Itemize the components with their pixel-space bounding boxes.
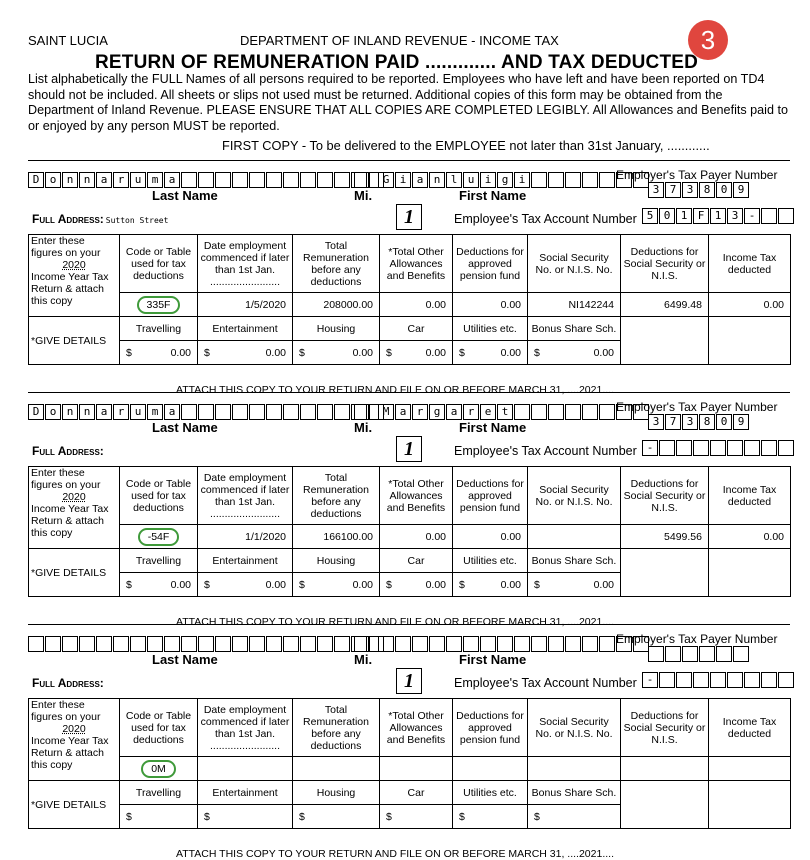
code-cell[interactable] <box>120 525 198 549</box>
first-name-char-box[interactable] <box>497 636 513 652</box>
account-char-box[interactable]: - <box>744 208 760 224</box>
bonus-cell[interactable]: $ 0.00 <box>528 341 621 365</box>
last-name-char-box[interactable] <box>266 172 282 188</box>
last-name-char-box[interactable]: r <box>113 172 129 188</box>
last-name-char-box[interactable]: n <box>62 172 78 188</box>
code-table-header: Code or Table used for tax deductions <box>120 699 198 757</box>
last-name-char-box[interactable]: D <box>28 172 44 188</box>
enter-figures-cell: Enter these figures on your 2020 Income Year Tax Return & attach this copy <box>29 235 120 317</box>
travelling-label: Travelling <box>120 781 198 805</box>
last-name-char-box[interactable] <box>215 636 231 652</box>
housing-label: Housing <box>293 317 380 341</box>
code-value: -54F <box>138 528 180 546</box>
last-name-boxes[interactable] <box>28 636 385 652</box>
income-tax-cell[interactable]: 0.00 <box>709 525 791 549</box>
account-char-box[interactable] <box>778 440 794 456</box>
last-name-char-box[interactable] <box>181 636 197 652</box>
last-name-char-box[interactable] <box>45 636 61 652</box>
employer-tax-label: Employer's Tax Payer Number <box>616 168 778 182</box>
income-tax-header: Income Tax deducted <box>709 235 791 293</box>
account-char-box[interactable] <box>676 672 692 688</box>
last-name-char-box[interactable] <box>215 404 231 420</box>
car-cell[interactable]: $ <box>380 805 453 829</box>
mi-char-box[interactable] <box>354 172 370 188</box>
last-name-char-box[interactable] <box>266 636 282 652</box>
first-name-char-box[interactable] <box>480 636 496 652</box>
account-char-box[interactable] <box>659 672 675 688</box>
enter-figures-cell: Enter these figures on your 2020 Income Year Tax Return & attach this copy <box>29 467 120 549</box>
last-name-char-box[interactable] <box>232 404 248 420</box>
first-name-char-box[interactable] <box>514 636 530 652</box>
employer-tax-char-box[interactable]: 3 <box>648 414 664 430</box>
first-name-char-box[interactable]: a <box>395 404 411 420</box>
first-name-char-box[interactable] <box>599 172 615 188</box>
first-name-char-box[interactable] <box>599 404 615 420</box>
first-name-char-box[interactable] <box>446 636 462 652</box>
account-char-box[interactable] <box>710 440 726 456</box>
employee-account-label: Employee's Tax Account Number <box>454 444 637 458</box>
ss-deduction-cell[interactable]: 5499.56 <box>621 525 709 549</box>
last-name-char-box[interactable] <box>249 404 265 420</box>
account-char-box[interactable] <box>761 440 777 456</box>
account-char-box[interactable] <box>778 208 794 224</box>
employee-record <box>28 624 790 860</box>
utilities-cell[interactable]: $ 0.00 <box>453 573 528 597</box>
employer-tax-char-box[interactable] <box>648 646 664 662</box>
first-name-char-box[interactable] <box>599 636 615 652</box>
account-char-box[interactable] <box>659 440 675 456</box>
account-char-box[interactable] <box>727 440 743 456</box>
employer-tax-label: Employer's Tax Payer Number <box>616 400 778 414</box>
account-char-box[interactable] <box>693 440 709 456</box>
other-allowances-header: *Total Other Allowances and Benefits <box>380 699 453 757</box>
date-header: Date employment commenced if later than 1st Jan. ........................ <box>198 699 293 757</box>
first-name-char-box[interactable] <box>531 404 547 420</box>
account-char-box[interactable]: 3 <box>727 208 743 224</box>
copy-number-box: 1 <box>396 668 422 694</box>
employee-account-label: Employee's Tax Account Number <box>454 212 637 226</box>
give-details-label: *GIVE DETAILS <box>29 781 120 829</box>
date-cell[interactable]: 1/5/2020 <box>198 293 293 317</box>
last-name-char-box[interactable] <box>164 636 180 652</box>
last-name-char-box[interactable]: u <box>130 172 146 188</box>
other-cell[interactable] <box>380 757 453 781</box>
total-remuneration-header: Total Remuneration before any deductions <box>293 699 380 757</box>
full-address[interactable]: Full Address: <box>32 444 104 458</box>
car-label: Car <box>380 549 453 573</box>
employee-account-boxes[interactable] <box>642 440 795 456</box>
pension-header: Deductions for approved pension fund <box>453 467 528 525</box>
code-table-header: Code or Table used for tax deductions <box>120 467 198 525</box>
entertainment-label: Entertainment <box>198 317 293 341</box>
car-label: Car <box>380 317 453 341</box>
first-name-char-box[interactable]: u <box>463 172 479 188</box>
first-name-char-box[interactable]: M <box>378 404 394 420</box>
first-copy-notice: FIRST COPY - To be delivered to the EMPLOYEE not later than 31st January, ............ <box>222 138 710 153</box>
utilities-label: Utilities etc. <box>453 781 528 805</box>
car-label: Car <box>380 781 453 805</box>
travelling-cell[interactable]: $ 0.00 <box>120 573 198 597</box>
account-char-box[interactable]: - <box>642 672 658 688</box>
employer-tax-char-box[interactable]: 7 <box>665 414 681 430</box>
last-name-char-box[interactable] <box>113 636 129 652</box>
pension-cell[interactable]: 0.00 <box>453 293 528 317</box>
last-name-char-box[interactable]: a <box>96 172 112 188</box>
employer-tax-char-box[interactable] <box>665 646 681 662</box>
account-char-box[interactable]: 1 <box>710 208 726 224</box>
first-name-char-box[interactable] <box>429 636 445 652</box>
ss-deductions-header: Deductions for Social Security or N.I.S. <box>621 699 709 757</box>
employer-tax-char-box[interactable]: 3 <box>648 182 664 198</box>
entertainment-cell[interactable]: $ <box>198 805 293 829</box>
employer-tax-char-box[interactable]: 9 <box>733 182 749 198</box>
account-char-box[interactable]: 0 <box>659 208 675 224</box>
bonus-label: Bonus Share Sch. <box>528 781 621 805</box>
last-name-char-box[interactable] <box>266 404 282 420</box>
last-name-char-box[interactable] <box>215 172 231 188</box>
employer-tax-char-box[interactable]: 3 <box>682 182 698 198</box>
employee-record <box>28 160 790 396</box>
remuneration-table <box>28 234 791 365</box>
last-name-char-box[interactable] <box>181 172 197 188</box>
first-name-char-box[interactable]: l <box>446 172 462 188</box>
total-cell[interactable]: 166100.00 <box>293 525 380 549</box>
last-name-char-box[interactable] <box>300 636 316 652</box>
housing-cell[interactable]: $ 0.00 <box>293 341 380 365</box>
utilities-label: Utilities etc. <box>453 317 528 341</box>
first-name-char-box[interactable] <box>582 404 598 420</box>
housing-label: Housing <box>293 781 380 805</box>
first-name-char-box[interactable] <box>531 172 547 188</box>
first-name-char-box[interactable] <box>565 172 581 188</box>
bonus-label: Bonus Share Sch. <box>528 317 621 341</box>
first-name-char-box[interactable]: g <box>429 404 445 420</box>
account-char-box[interactable]: - <box>642 440 658 456</box>
last-name-char-box[interactable]: o <box>45 172 61 188</box>
total-cell[interactable] <box>293 757 380 781</box>
date-cell[interactable] <box>198 757 293 781</box>
total-remuneration-header: Total Remuneration before any deductions <box>293 467 380 525</box>
last-name-char-box[interactable] <box>317 172 333 188</box>
last-name-char-box[interactable] <box>232 636 248 652</box>
employer-tax-char-box[interactable]: 8 <box>699 182 715 198</box>
first-name-char-box[interactable]: i <box>480 172 496 188</box>
employee-account-label: Employee's Tax Account Number <box>454 676 637 690</box>
last-name-char-box[interactable] <box>249 172 265 188</box>
code-value: 0M <box>141 760 176 778</box>
last-name-boxes[interactable] <box>28 404 385 420</box>
first-name-boxes[interactable] <box>378 404 650 420</box>
account-char-box[interactable]: 1 <box>676 208 692 224</box>
employer-tax-boxes[interactable] <box>648 414 750 430</box>
last-name-char-box[interactable]: a <box>164 172 180 188</box>
account-char-box[interactable] <box>710 672 726 688</box>
first-name-char-box[interactable] <box>582 172 598 188</box>
other-allowances-header: *Total Other Allowances and Benefits <box>380 235 453 293</box>
give-details-label: *GIVE DETAILS <box>29 317 120 365</box>
last-name-char-box[interactable] <box>96 636 112 652</box>
travelling-label: Travelling <box>120 317 198 341</box>
form-title: RETURN OF REMUNERATION PAID ............. AND TAX DEDUCTED <box>95 52 699 73</box>
employee-account-boxes[interactable] <box>642 208 795 224</box>
pension-cell[interactable]: 0.00 <box>453 525 528 549</box>
housing-cell[interactable]: $ <box>293 805 380 829</box>
last-name-char-box[interactable] <box>283 172 299 188</box>
utilities-cell[interactable]: $ <box>453 805 528 829</box>
first-name-char-box[interactable] <box>565 404 581 420</box>
first-name-label: First Name <box>459 652 527 667</box>
employer-tax-char-box[interactable]: 0 <box>716 182 732 198</box>
first-name-char-box[interactable] <box>565 636 581 652</box>
last-name-char-box[interactable] <box>283 404 299 420</box>
other-cell[interactable]: 0.00 <box>380 293 453 317</box>
first-name-char-box[interactable] <box>548 404 564 420</box>
bonus-cell[interactable]: $ 0.00 <box>528 573 621 597</box>
first-name-char-box[interactable] <box>378 636 394 652</box>
income-tax-header: Income Tax deducted <box>709 467 791 525</box>
attach-notice: ATTACH THIS COPY TO YOUR RETURN AND FILE ON OR BEFORE MARCH 31, ....2021.... <box>176 384 614 396</box>
code-cell[interactable] <box>120 293 198 317</box>
account-char-box[interactable] <box>778 672 794 688</box>
first-name-char-box[interactable]: i <box>514 172 530 188</box>
last-name-char-box[interactable] <box>334 404 350 420</box>
housing-cell[interactable]: $ 0.00 <box>293 573 380 597</box>
mi-label: Mi. <box>354 420 373 435</box>
account-char-box[interactable] <box>693 672 709 688</box>
last-name-char-box[interactable] <box>334 172 350 188</box>
first-name-char-box[interactable]: a <box>446 404 462 420</box>
total-remuneration-header: Total Remuneration before any deductions <box>293 235 380 293</box>
last-name-boxes[interactable] <box>28 172 385 188</box>
last-name-char-box[interactable] <box>232 172 248 188</box>
mi-char-box[interactable] <box>354 404 370 420</box>
last-name-char-box[interactable]: a <box>96 404 112 420</box>
bonus-label: Bonus Share Sch. <box>528 549 621 573</box>
first-name-char-box[interactable] <box>582 636 598 652</box>
pension-cell[interactable] <box>453 757 528 781</box>
entertainment-label: Entertainment <box>198 781 293 805</box>
income-tax-cell[interactable] <box>709 757 791 781</box>
ss-no-cell[interactable]: NI142244 <box>528 293 621 317</box>
last-name-label: Last Name <box>152 188 218 203</box>
attach-notice: ATTACH THIS COPY TO YOUR RETURN AND FILE ON OR BEFORE MARCH 31, ....2021.... <box>176 848 614 860</box>
department-label: DEPARTMENT OF INLAND REVENUE - INCOME TAX <box>240 33 559 48</box>
employer-tax-char-box[interactable] <box>733 646 749 662</box>
employer-tax-boxes[interactable] <box>648 646 750 662</box>
employer-tax-char-box[interactable] <box>716 646 732 662</box>
last-name-char-box[interactable] <box>300 172 316 188</box>
remuneration-table <box>28 466 791 597</box>
last-name-char-box[interactable]: r <box>113 404 129 420</box>
last-name-char-box[interactable]: n <box>79 404 95 420</box>
employer-tax-char-box[interactable]: 0 <box>716 414 732 430</box>
pension-header: Deductions for approved pension fund <box>453 699 528 757</box>
copy-number-box: 1 <box>396 436 422 462</box>
last-name-char-box[interactable]: m <box>147 172 163 188</box>
entertainment-cell[interactable]: $ 0.00 <box>198 341 293 365</box>
account-char-box[interactable]: F <box>693 208 709 224</box>
country-label: SAINT LUCIA <box>28 33 108 48</box>
last-name-char-box[interactable] <box>198 172 214 188</box>
last-name-char-box[interactable] <box>62 636 78 652</box>
employer-tax-boxes[interactable] <box>648 182 750 198</box>
employer-tax-char-box[interactable] <box>682 646 698 662</box>
last-name-char-box[interactable] <box>283 636 299 652</box>
first-name-char-box[interactable]: t <box>497 404 513 420</box>
address-value: Sutton Street <box>105 216 169 225</box>
mi-label: Mi. <box>354 652 373 667</box>
first-name-char-box[interactable] <box>463 636 479 652</box>
first-name-char-box[interactable]: n <box>429 172 445 188</box>
car-cell[interactable]: $ 0.00 <box>380 341 453 365</box>
account-char-box[interactable] <box>761 672 777 688</box>
last-name-char-box[interactable] <box>317 404 333 420</box>
employer-tax-label: Employer's Tax Payer Number <box>616 632 778 646</box>
code-value: 335F <box>137 296 181 314</box>
last-name-label: Last Name <box>152 420 218 435</box>
last-name-char-box[interactable] <box>181 404 197 420</box>
bonus-cell[interactable]: $ <box>528 805 621 829</box>
first-name-boxes[interactable] <box>378 172 650 188</box>
first-name-boxes[interactable] <box>378 636 650 652</box>
date-cell[interactable]: 1/1/2020 <box>198 525 293 549</box>
middle-initial-boxes[interactable] <box>354 172 371 188</box>
first-name-char-box[interactable]: G <box>378 172 394 188</box>
first-name-char-box[interactable]: i <box>395 172 411 188</box>
first-name-char-box[interactable] <box>531 636 547 652</box>
last-name-char-box[interactable] <box>198 404 214 420</box>
form-instructions: List alphabetically the FULL Names of all persons required to be reported. Employees who have left and have been reported on TD4 should not be included. All sheets or slips not used must be returned. Additional copies of this form may be obtained from the Department of Inland Revenue. PLEASE ENSURE THAT ALL COPIES ARE COMPLETED LEGIBLY. All Allowances and Benefits paid to or enjoyed by any person MUST be reported. <box>28 72 788 133</box>
last-name-label: Last Name <box>152 652 218 667</box>
first-name-label: First Name <box>459 420 527 435</box>
pension-header: Deductions for approved pension fund <box>453 235 528 293</box>
first-name-char-box[interactable]: e <box>480 404 496 420</box>
last-name-char-box[interactable]: m <box>147 404 163 420</box>
last-name-char-box[interactable]: n <box>79 172 95 188</box>
ss-deduction-cell[interactable] <box>621 757 709 781</box>
last-name-char-box[interactable] <box>130 636 146 652</box>
total-cell[interactable]: 208000.00 <box>293 293 380 317</box>
entertainment-label: Entertainment <box>198 549 293 573</box>
last-name-char-box[interactable] <box>249 636 265 652</box>
employer-tax-char-box[interactable]: 3 <box>682 414 698 430</box>
full-address[interactable]: Full Address: <box>32 676 104 690</box>
income-tax-header: Income Tax deducted <box>709 699 791 757</box>
income-tax-cell[interactable]: 0.00 <box>709 293 791 317</box>
account-char-box[interactable] <box>744 440 760 456</box>
ss-deductions-header: Deductions for Social Security or N.I.S. <box>621 235 709 293</box>
first-name-char-box[interactable] <box>548 636 564 652</box>
last-name-char-box[interactable] <box>198 636 214 652</box>
account-char-box[interactable] <box>744 672 760 688</box>
ss-no-cell[interactable] <box>528 757 621 781</box>
last-name-char-box[interactable] <box>317 636 333 652</box>
middle-initial-boxes[interactable] <box>354 404 371 420</box>
last-name-char-box[interactable]: u <box>130 404 146 420</box>
other-allowances-header: *Total Other Allowances and Benefits <box>380 467 453 525</box>
mi-char-box[interactable] <box>354 636 370 652</box>
first-name-char-box[interactable] <box>412 636 428 652</box>
ss-no-cell[interactable] <box>528 525 621 549</box>
employer-tax-char-box[interactable] <box>699 646 715 662</box>
ss-deductions-header: Deductions for Social Security or N.I.S. <box>621 467 709 525</box>
last-name-char-box[interactable]: n <box>62 404 78 420</box>
first-name-char-box[interactable] <box>548 172 564 188</box>
travelling-cell[interactable]: $ 0.00 <box>120 341 198 365</box>
date-header: Date employment commenced if later than 1st Jan. ........................ <box>198 235 293 293</box>
last-name-char-box[interactable]: o <box>45 404 61 420</box>
account-char-box[interactable] <box>761 208 777 224</box>
date-header: Date employment commenced if later than 1st Jan. ........................ <box>198 467 293 525</box>
utilities-cell[interactable]: $ 0.00 <box>453 341 528 365</box>
last-name-char-box[interactable] <box>300 404 316 420</box>
last-name-char-box[interactable] <box>28 636 44 652</box>
code-cell[interactable] <box>120 757 198 781</box>
account-char-box[interactable]: 5 <box>642 208 658 224</box>
enter-figures-cell: Enter these figures on your 2020 Income Year Tax Return & attach this copy <box>29 699 120 781</box>
remuneration-table <box>28 698 791 829</box>
entertainment-cell[interactable]: $ 0.00 <box>198 573 293 597</box>
account-char-box[interactable] <box>727 672 743 688</box>
other-cell[interactable]: 0.00 <box>380 525 453 549</box>
copy-number-box: 1 <box>396 204 422 230</box>
employee-record <box>28 392 790 628</box>
social-security-header: Social Security No. or N.I.S. No. <box>528 467 621 525</box>
last-name-char-box[interactable]: a <box>164 404 180 420</box>
first-name-char-box[interactable]: r <box>412 404 428 420</box>
first-name-char-box[interactable]: g <box>497 172 513 188</box>
employer-tax-char-box[interactable]: 9 <box>733 414 749 430</box>
travelling-label: Travelling <box>120 549 198 573</box>
travelling-cell[interactable]: $ <box>120 805 198 829</box>
social-security-header: Social Security No. or N.I.S. No. <box>528 699 621 757</box>
employer-tax-char-box[interactable]: 7 <box>665 182 681 198</box>
first-name-char-box[interactable]: r <box>463 404 479 420</box>
ss-deduction-cell[interactable]: 6499.48 <box>621 293 709 317</box>
full-address[interactable]: Full Address: Sutton Street <box>32 212 169 226</box>
social-security-header: Social Security No. or N.I.S. No. <box>528 235 621 293</box>
attach-notice: ATTACH THIS COPY TO YOUR RETURN AND FILE ON OR BEFORE MARCH 31, ....2021.... <box>176 616 614 628</box>
first-name-char-box[interactable] <box>395 636 411 652</box>
last-name-char-box[interactable] <box>147 636 163 652</box>
mi-label: Mi. <box>354 188 373 203</box>
code-table-header: Code or Table used for tax deductions <box>120 235 198 293</box>
middle-initial-boxes[interactable] <box>354 636 371 652</box>
last-name-char-box[interactable] <box>79 636 95 652</box>
page-number-badge: 3 <box>688 20 728 60</box>
give-details-label: *GIVE DETAILS <box>29 549 120 597</box>
first-name-label: First Name <box>459 188 527 203</box>
account-char-box[interactable] <box>676 440 692 456</box>
car-cell[interactable]: $ 0.00 <box>380 573 453 597</box>
employer-tax-char-box[interactable]: 8 <box>699 414 715 430</box>
first-name-char-box[interactable]: a <box>412 172 428 188</box>
first-name-char-box[interactable] <box>514 404 530 420</box>
last-name-char-box[interactable] <box>334 636 350 652</box>
employee-account-boxes[interactable] <box>642 672 795 688</box>
last-name-char-box[interactable]: D <box>28 404 44 420</box>
housing-label: Housing <box>293 549 380 573</box>
utilities-label: Utilities etc. <box>453 549 528 573</box>
